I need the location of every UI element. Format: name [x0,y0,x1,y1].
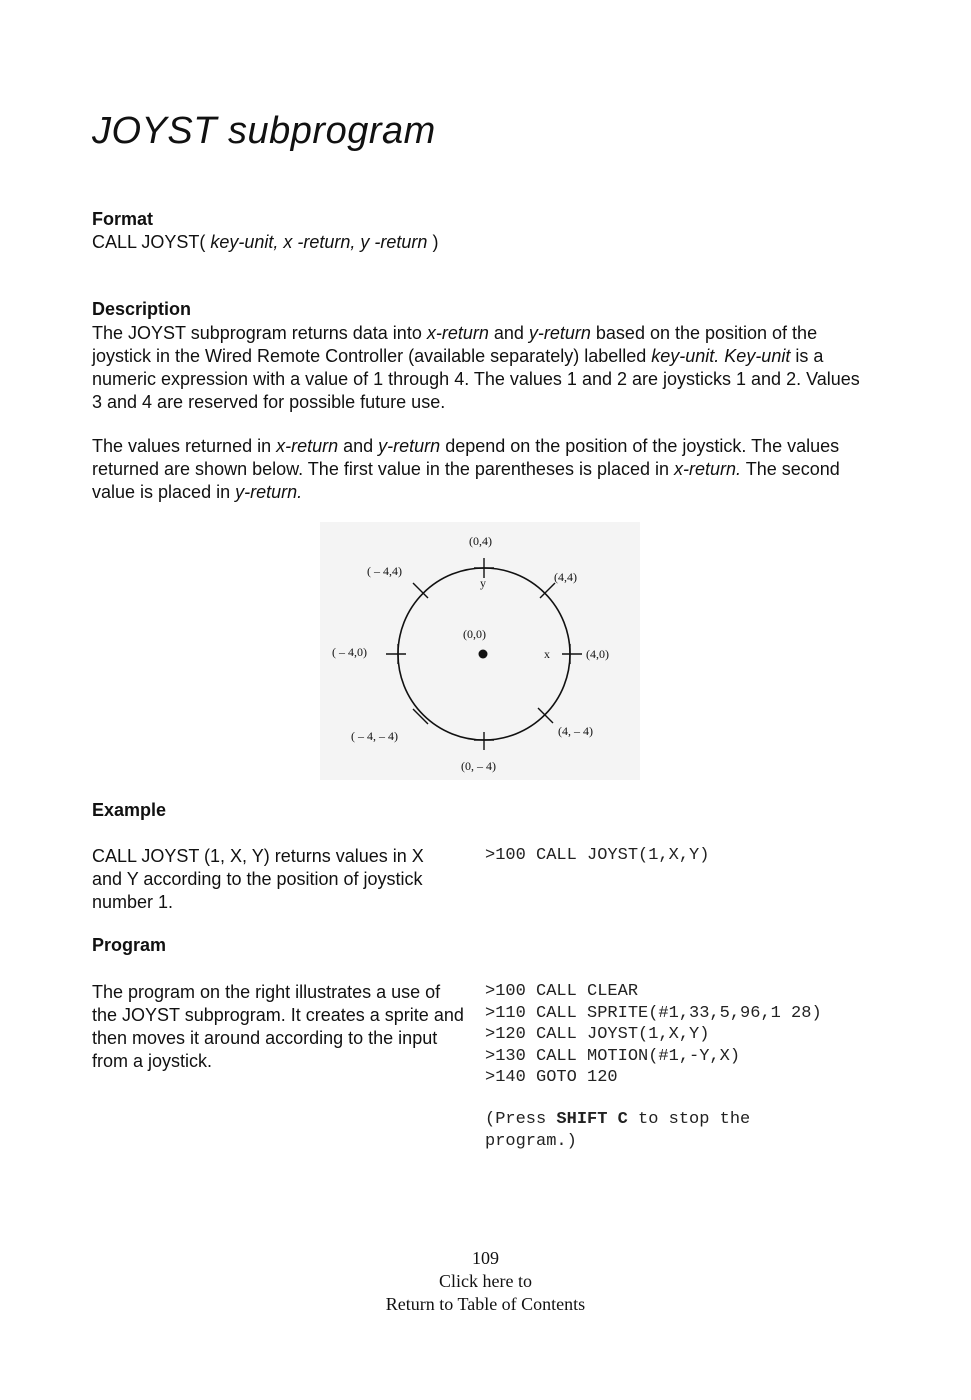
italic-term: y-return [378,436,441,456]
label-bottom: (0, – 4) [461,759,496,773]
label-center: (0,0) [463,627,486,641]
example-text: CALL JOYST (1, X, Y) returns values in X and Y according to the position of joystick number 1. [92,846,424,912]
tick-bottom-right [538,708,553,723]
text-run: and [338,436,379,456]
text-run: The values returned in [92,436,277,456]
note-mid: to stop the [627,1110,751,1129]
example-code [485,845,709,867]
toc-link-line-2[interactable]: Return to Table of Contents [385,1294,586,1314]
example-code-line: >100 CALL JOYST(1,X,Y) [485,846,710,865]
label-y-axis: y [480,576,486,590]
text-run: The JOYST subprogram returns data into [92,323,427,343]
toc-link-line-1[interactable]: Click here to [439,1271,532,1291]
format-call-params: key-unit, x -return, y -return [210,232,428,252]
program-text: The program on the right illustrates a use of the JOYST subprogram. It creates a sprite and then moves it around according to the input from a joystick. [92,982,464,1071]
center-dot [479,650,488,659]
label-right: (4,0) [586,647,609,661]
program-code-line: >130 CALL MOTION(#1,-Y,X) [485,1046,741,1066]
italic-term: x-return. [674,459,742,479]
description-paragraph-2 [92,435,872,504]
note-prefix: (Press [485,1110,557,1129]
label-top-right: (4,4) [554,570,577,584]
label-bottom-left: ( – 4, – 4) [351,729,398,743]
label-top-left: ( – 4,4) [367,564,402,578]
program-stop-note [485,1109,750,1152]
note-line-2: program.) [485,1131,577,1151]
program-code-line: >110 CALL SPRITE(#1,33,5,96,1 28) [485,1003,822,1023]
label-left: ( – 4,0) [332,645,367,659]
italic-term: x-return [276,436,339,456]
italic-term: y-return. [235,482,303,502]
italic-term: key-unit. [651,346,720,366]
footer [0,1247,971,1316]
label-x-axis: x [544,647,550,661]
format-heading: Format [92,209,154,229]
program-code-line: >120 CALL JOYST(1,X,Y) [485,1025,710,1044]
label-top: (0,4) [469,534,492,548]
page-number: 109 [472,1248,499,1268]
italic-term: y-return [528,323,591,343]
text-run: based on the position of the joystick in the Wired Remote Controller (available separately) labelled [92,323,818,366]
page-title: JOYST subprogram [92,110,436,152]
description-heading: Description [92,299,192,319]
description-paragraph-1 [92,322,872,414]
text-run: depend on the position of the joystick. The values returned are shown below. The first value in the parentheses is placed in [92,436,840,479]
text-run: and [488,323,529,343]
format-call-prefix: CALL JOYST( [92,232,211,252]
label-bottom-right: (4, – 4) [558,724,593,738]
note-key: SHIFT C [556,1110,628,1129]
format-call-suffix: ) [427,232,439,252]
text-run: The second value is placed in [92,459,840,502]
joystick-position-diagram [320,522,640,780]
program-heading: Program [92,935,167,955]
italic-term: Key-unit [724,346,791,366]
program-code [485,981,822,1089]
program-code-line: >100 CALL CLEAR [485,982,639,1001]
text-run: is a numeric expression with a value of 1 through 4. The values 1 and 2 are joysticks 1 and 2. Values 3 and 4 are reserved for possible future use. [92,346,860,412]
italic-term: x-return [426,323,489,343]
format-syntax [92,231,438,254]
program-code-line: >140 GOTO 120 [485,1068,618,1087]
example-heading: Example [92,800,167,820]
